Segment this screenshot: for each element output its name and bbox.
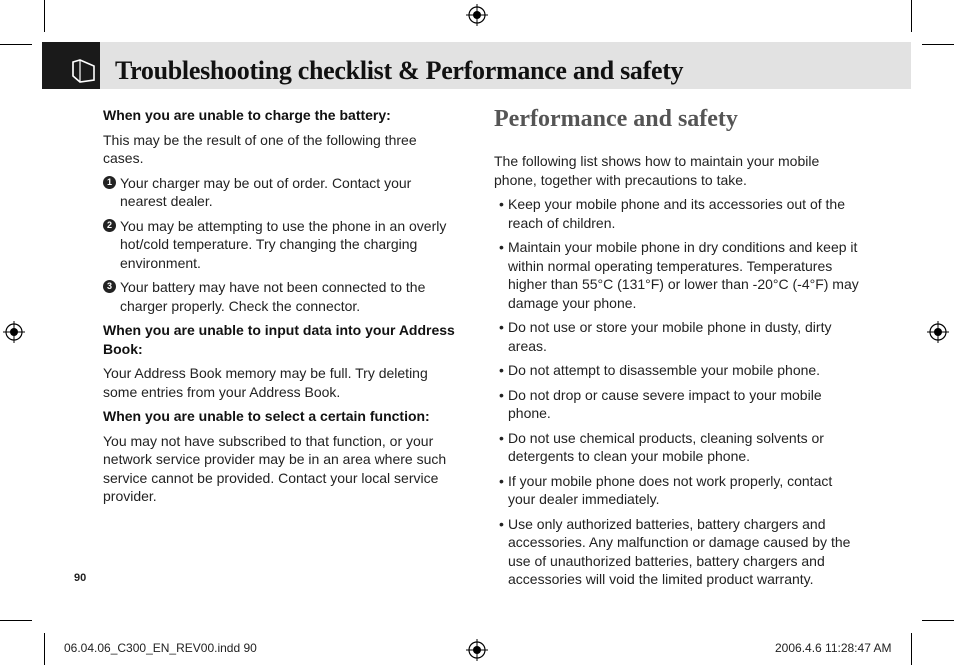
list-item [103,217,455,273]
crop-mark [911,0,912,32]
section-heading-charge: When you are unable to charge the battery: [103,107,391,123]
list-item-text: Do not use or store your mobile phone in dusty, dirty areas. [508,319,832,354]
list-item-text: Maintain your mobile phone in dry conditions and keep it within normal operating temperatures. Temperatures higher than 55°C (131°F) or lower than -20°C (-4°F) may damage your phone. [508,239,859,311]
registration-mark-icon [466,4,488,26]
crop-mark [0,44,32,45]
header-icon-box [42,42,100,89]
list-item-text: Do not drop or cause severe impact to your mobile phone. [508,386,822,421]
page-title: Troubleshooting checklist & Performance and safety [115,56,684,85]
list-item-text: Your battery may have not been connected to the charger properly. Check the connector. [120,279,426,314]
footer-filename: 06.04.06_C300_EN_REV00.indd 90 [64,641,257,655]
left-column [103,106,455,512]
crop-mark [922,620,954,621]
list-item [494,386,859,423]
list-item-text: Keep your mobile phone and its accessories out of the reach of children. [508,196,845,231]
list-item [494,195,859,232]
crop-mark [0,620,32,621]
bullet: • [499,515,504,532]
section-text-function: You may not have subscribed to that function, or your network service provider may be in an area where such service cannot be provided. Contact your local service provider. [103,432,447,504]
number-badge: 2 [103,219,116,232]
bullet: • [499,196,504,212]
crop-mark [44,0,45,32]
bullet: • [499,472,504,489]
footer-timestamp: 2006.4.6 11:28:47 AM [775,641,892,655]
bullet: • [499,362,504,378]
number-badge: 3 [103,280,116,293]
crop-mark [922,44,954,45]
bullet: • [499,239,504,255]
bullet: • [499,319,504,335]
section-intro-charge: This may be the result of one of the following three cases. [103,131,417,166]
right-column [494,104,859,595]
list-item-text: You may be attempting to use the phone in an overly hot/cold temperature. Try changing the charging environment. [120,217,447,271]
list-item-text: Do not use chemical products, cleaning solvents or detergents to clean your mobile phone. [508,429,824,464]
list-item [103,278,455,315]
crop-mark [911,633,912,665]
list-item [494,429,859,466]
section-text-address-book: Your Address Book memory may be full. Try deleting some entries from your Address Book. [103,365,428,400]
section-intro-performance: The following list shows how to maintain your mobile phone, together with precautions to take. [494,153,820,188]
registration-mark-icon [927,321,949,343]
list-item-text: Use only authorized batteries, battery chargers and accessories. Any malfunction or damage caused by the use of unauthorized batteries, battery chargers and accessories will void the limited product warranty. [508,515,851,587]
registration-mark-icon [3,321,25,343]
number-badge: 1 [103,176,116,189]
list-item [494,515,859,589]
list-item-text: Your charger may be out of order. Contact your nearest dealer. [120,174,412,209]
bullet: • [499,386,504,403]
safety-list [494,195,859,589]
section-heading-address-book: When you are unable to input data into your Address Book: [103,322,455,357]
section-heading-function: When you are unable to select a certain function: [103,408,430,424]
list-item [494,238,859,312]
list-item [103,174,455,211]
page-number: 90 [74,572,87,584]
registration-mark-icon [466,639,488,661]
list-item [494,318,859,355]
phone-book-icon [42,42,100,89]
list-item-text: If your mobile phone does not work properly, contact your dealer immediately. [508,472,833,507]
list-item-text: Do not attempt to disassemble your mobile phone. [508,362,821,378]
list-item [494,361,859,380]
bullet: • [499,429,504,446]
crop-mark [44,633,45,665]
list-item [494,472,859,509]
section-title-performance: Performance and safety [494,106,738,132]
